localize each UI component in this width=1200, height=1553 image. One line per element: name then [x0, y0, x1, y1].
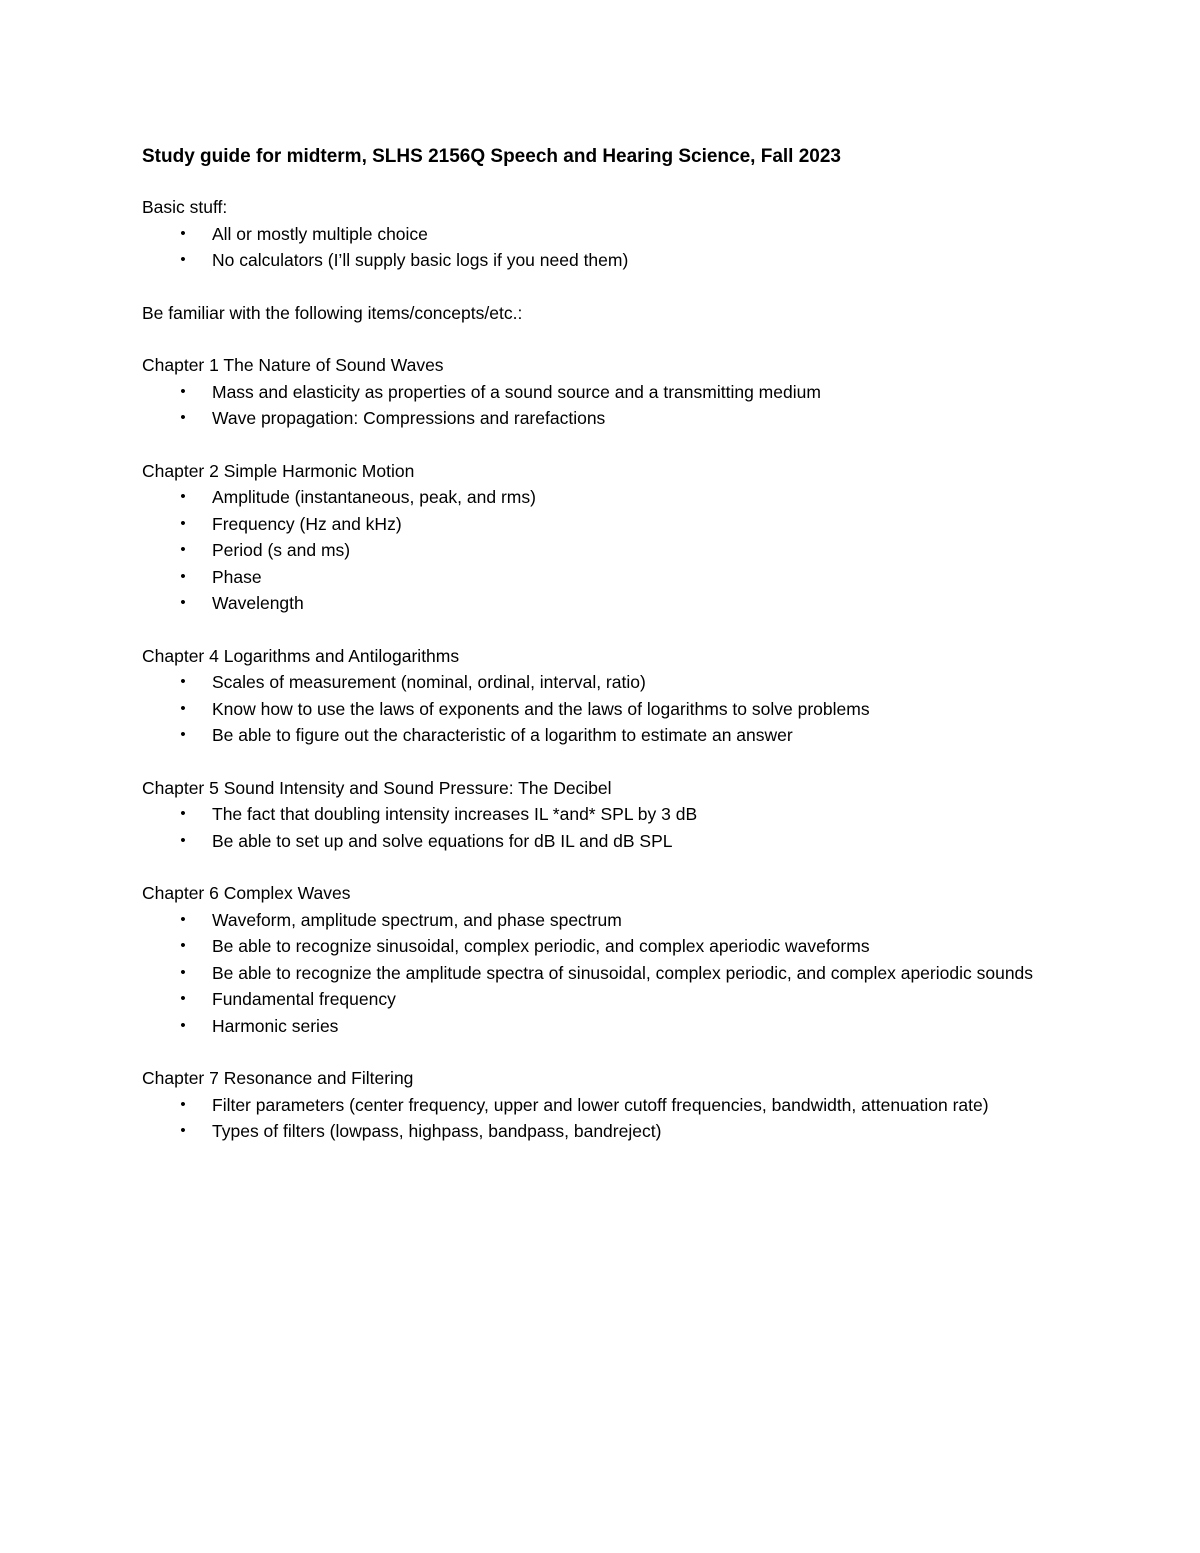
- bullet-icon: •: [180, 937, 186, 954]
- list-item-text: Wavelength: [212, 593, 304, 613]
- list-item-text: All or mostly multiple choice: [212, 223, 428, 244]
- basic-section: [142, 194, 1072, 274]
- chapter-heading: Chapter 6 Complex Waves: [142, 883, 351, 903]
- bullet-icon: •: [180, 1016, 186, 1034]
- document-content: [142, 142, 1072, 1171]
- list-item-text: Be able to figure out the characteristic of a logarithm to estimate an answer: [212, 725, 793, 745]
- list-item: [142, 484, 1072, 511]
- bullet-icon: •: [180, 541, 186, 558]
- basic-list: [142, 221, 1072, 274]
- chapter-heading: Chapter 1 The Nature of Sound Waves: [142, 355, 444, 375]
- bullet-icon: •: [180, 514, 186, 532]
- list-item-text: Wave propagation: Compressions and rarefactions: [212, 408, 606, 428]
- chapter-heading: Chapter 4 Logarithms and Antilogarithms: [142, 645, 460, 666]
- bullet-icon: •: [180, 963, 186, 981]
- list-item-text: Filter parameters (center frequency, upper and lower cutoff frequencies, bandwidth, attenuation rate): [212, 1094, 989, 1115]
- list-item-text: Waveform, amplitude spectrum, and phase spectrum: [212, 909, 622, 930]
- chapter-1-list: [142, 379, 1072, 432]
- bullet-icon: •: [180, 488, 186, 505]
- list-item: [142, 405, 1072, 432]
- list-item-text: Be able to recognize the amplitude spectra of sinusoidal, complex periodic, and complex aperiodic sounds: [212, 962, 1034, 983]
- list-item: [142, 247, 1072, 274]
- list-item: [142, 933, 1072, 960]
- list-item-text: Types of filters (lowpass, highpass, bandpass, bandreject): [212, 1121, 662, 1141]
- bullet-icon: •: [180, 594, 186, 611]
- list-item-text: Be able to set up and solve equations for dB IL and dB SPL: [212, 830, 673, 851]
- list-item-text: Harmonic series: [212, 1015, 339, 1036]
- list-item: [142, 696, 1072, 723]
- chapter-heading: Chapter 5 Sound Intensity and Sound Pressure: The Decibel: [142, 777, 612, 798]
- chapter-5-list: [142, 801, 1072, 854]
- list-item-text: The fact that doubling intensity increases IL *and* SPL by 3 dB: [212, 804, 698, 824]
- chapter-4-list: [142, 669, 1072, 749]
- list-item-text: Fundamental frequency: [212, 989, 396, 1009]
- chapter-5-section: [142, 775, 1072, 855]
- bullet-icon: •: [180, 409, 186, 426]
- list-item: [142, 511, 1072, 538]
- list-item: [142, 986, 1072, 1013]
- intro-text: Be familiar with the following items/concepts/etc.:: [142, 302, 523, 323]
- list-item-text: No calculators (I’ll supply basic logs if you need them): [212, 250, 629, 270]
- chapter-4-section: [142, 643, 1072, 749]
- list-item-text: Amplitude (instantaneous, peak, and rms): [212, 487, 536, 507]
- bullet-icon: •: [180, 382, 186, 400]
- list-item-text: Frequency (Hz and kHz): [212, 513, 402, 534]
- chapter-heading: Chapter 7 Resonance and Filtering: [142, 1068, 414, 1088]
- bullet-icon: •: [180, 990, 186, 1007]
- bullet-icon: •: [180, 224, 186, 242]
- list-item: [142, 828, 1072, 855]
- list-item: [142, 960, 1072, 987]
- list-item: [142, 1013, 1072, 1040]
- document-title: Study guide for midterm, SLHS 2156Q Speech and Hearing Science, Fall 2023: [142, 146, 842, 167]
- list-item-text: Know how to use the laws of exponents and the laws of logarithms to solve problems: [212, 698, 870, 719]
- chapter-1-section: [142, 352, 1072, 432]
- chapter-heading: Chapter 2 Simple Harmonic Motion: [142, 460, 415, 481]
- list-item: [142, 1092, 1072, 1119]
- bullet-icon: •: [180, 1122, 186, 1139]
- list-item: [142, 722, 1072, 749]
- chapter-6-list: [142, 907, 1072, 1040]
- bullet-icon: •: [180, 831, 186, 849]
- bullet-icon: •: [180, 805, 186, 822]
- basic-heading: Basic stuff:: [142, 197, 228, 217]
- list-item: [142, 537, 1072, 564]
- list-item: [142, 221, 1072, 248]
- list-item-text: Phase: [212, 566, 262, 587]
- list-item-text: Period (s and ms): [212, 540, 351, 560]
- bullet-icon: •: [180, 910, 186, 928]
- chapter-7-list: [142, 1092, 1072, 1145]
- bullet-icon: •: [180, 251, 186, 268]
- chapter-2-list: [142, 484, 1072, 617]
- list-item: [142, 379, 1072, 406]
- list-item: [142, 669, 1072, 696]
- list-item: [142, 1118, 1072, 1145]
- bullet-icon: •: [180, 1095, 186, 1113]
- list-item-text: Scales of measurement (nominal, ordinal, interval, ratio): [212, 672, 646, 692]
- bullet-icon: •: [180, 726, 186, 743]
- list-item-text: Be able to recognize sinusoidal, complex periodic, and complex aperiodic waveforms: [212, 936, 870, 956]
- list-item: [142, 590, 1072, 617]
- list-item-text: Mass and elasticity as properties of a sound source and a transmitting medium: [212, 381, 821, 402]
- chapter-6-section: [142, 880, 1072, 1039]
- list-item: [142, 801, 1072, 828]
- bullet-icon: •: [180, 567, 186, 585]
- chapter-2-section: [142, 458, 1072, 617]
- list-item: [142, 564, 1072, 591]
- bullet-icon: •: [180, 699, 186, 717]
- chapter-7-section: [142, 1065, 1072, 1145]
- list-item: [142, 907, 1072, 934]
- bullet-icon: •: [180, 673, 186, 690]
